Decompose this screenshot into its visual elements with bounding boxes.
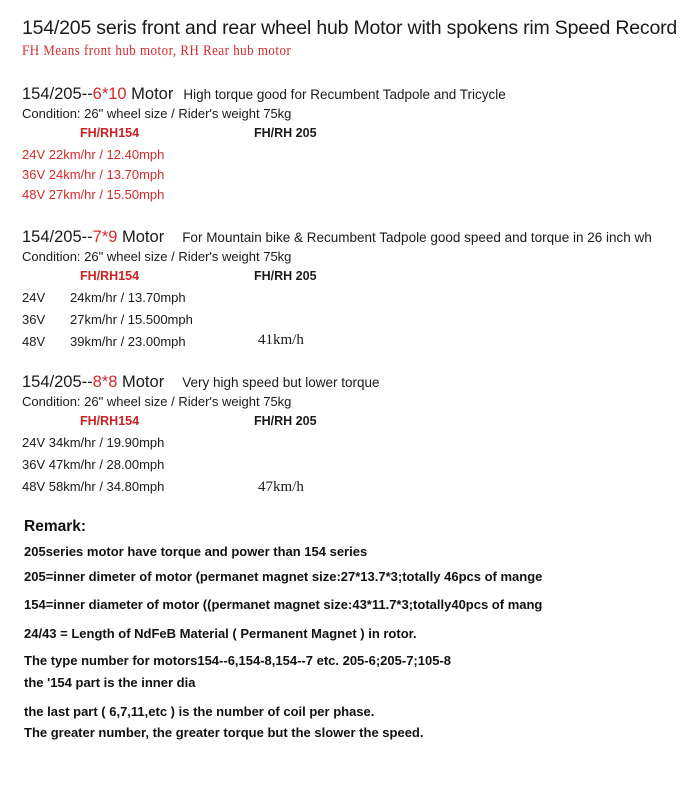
section-8x8-condition: Condition: 26" wheel size / Rider's weight 75kg xyxy=(22,394,292,409)
remark-line: 205series motor have torque and power than 154 series xyxy=(24,544,368,559)
voltage: 48V xyxy=(22,479,46,494)
remark-line: The type number for motors154--6,154-8,154--7 etc. 205-6;205-7;105-8 xyxy=(24,653,452,668)
section-6x10-condition: Condition: 26" wheel size / Rider's weight 75kg xyxy=(22,106,292,121)
model-code: 6*10 xyxy=(92,85,127,103)
model-suffix: Motor xyxy=(126,85,174,103)
speed-row xyxy=(22,167,164,182)
remark-line: 154=inner diameter of motor ((permanet magnet size:43*11.7*3;totally40pcs of mang xyxy=(24,597,543,612)
column-header-154: FH/RH154 xyxy=(80,126,140,140)
speed: 27km/hr / 15.50mph xyxy=(48,187,165,202)
remark-line: 205=inner dimeter of motor (permanet magnet size:27*13.7*3;totally 46pcs of mange xyxy=(24,569,543,584)
column-header-205: FH/RH 205 xyxy=(254,414,317,428)
column-header-205: FH/RH 205 xyxy=(254,269,317,283)
voltage: 48V xyxy=(22,187,46,202)
column-header-154: FH/RH154 xyxy=(80,414,140,428)
page-title: 154/205 seris front and rear wheel hub Motor with spokens rim Speed Record xyxy=(22,17,678,39)
voltage: 36V xyxy=(22,167,46,182)
section-7x9-heading xyxy=(22,228,652,247)
speed-row xyxy=(22,290,186,305)
voltage: 48V xyxy=(22,334,46,349)
voltage: 36V xyxy=(22,457,46,472)
model-prefix: 154/205-- xyxy=(22,85,93,103)
speed-row xyxy=(22,334,186,349)
model-description: Very high speed but lower torque xyxy=(182,375,380,390)
model-code: 8*8 xyxy=(92,373,118,391)
remark-line: the '154 part is the inner dia xyxy=(24,675,196,690)
speed: 27km/hr / 15.500mph xyxy=(70,312,193,327)
speed: 34km/hr / 19.90mph xyxy=(48,435,165,450)
speed-row xyxy=(22,187,164,202)
speed: 47km/hr / 28.00mph xyxy=(48,457,165,472)
speed-row xyxy=(22,457,164,472)
voltage: 36V xyxy=(22,312,46,327)
column-header-154: FH/RH154 xyxy=(80,269,140,283)
speed: 39km/hr / 23.00mph xyxy=(70,334,186,349)
remark-line: The greater number, the greater torque but the slower the speed. xyxy=(24,725,424,740)
speed: 24km/hr / 13.70mph xyxy=(70,290,186,305)
speed: 58km/hr / 34.80mph xyxy=(48,479,165,494)
remark-line: 24/43 = Length of NdFeB Material ( Permanent Magnet ) in rotor. xyxy=(24,626,417,641)
speed-row xyxy=(22,312,193,327)
model-description: For Mountain bike & Recumbent Tadpole good speed and torque in 26 inch wh xyxy=(182,230,652,245)
model-prefix: 154/205-- xyxy=(22,373,93,391)
remark-line: the last part ( 6,7,11,etc ) is the number of coil per phase. xyxy=(24,704,375,719)
column-header-205: FH/RH 205 xyxy=(254,126,317,140)
abbreviation-legend: FH Means front hub motor, RH Rear hub motor xyxy=(22,43,292,59)
speed-row xyxy=(22,147,164,162)
model-suffix: Motor xyxy=(117,228,165,246)
section-7x9-condition: Condition: 26" wheel size / Rider's weight 75kg xyxy=(22,249,292,264)
model-prefix: 154/205-- xyxy=(22,228,93,246)
section-6x10-heading xyxy=(22,85,506,104)
speed-note-205: 47km/h xyxy=(258,479,304,495)
model-code: 7*9 xyxy=(92,228,118,246)
speed: 22km/hr / 12.40mph xyxy=(48,147,165,162)
speed-note-205: 41km/h xyxy=(258,332,304,348)
voltage: 24V xyxy=(22,290,46,305)
model-suffix: Motor xyxy=(117,373,165,391)
voltage: 24V xyxy=(22,147,46,162)
model-description: High torque good for Recumbent Tadpole and Tricycle xyxy=(183,87,506,102)
section-8x8-heading xyxy=(22,373,380,392)
voltage: 24V xyxy=(22,435,46,450)
speed-row xyxy=(22,479,164,494)
remark-heading: Remark: xyxy=(24,518,87,535)
speed-row xyxy=(22,435,164,450)
speed: 24km/hr / 13.70mph xyxy=(48,167,165,182)
